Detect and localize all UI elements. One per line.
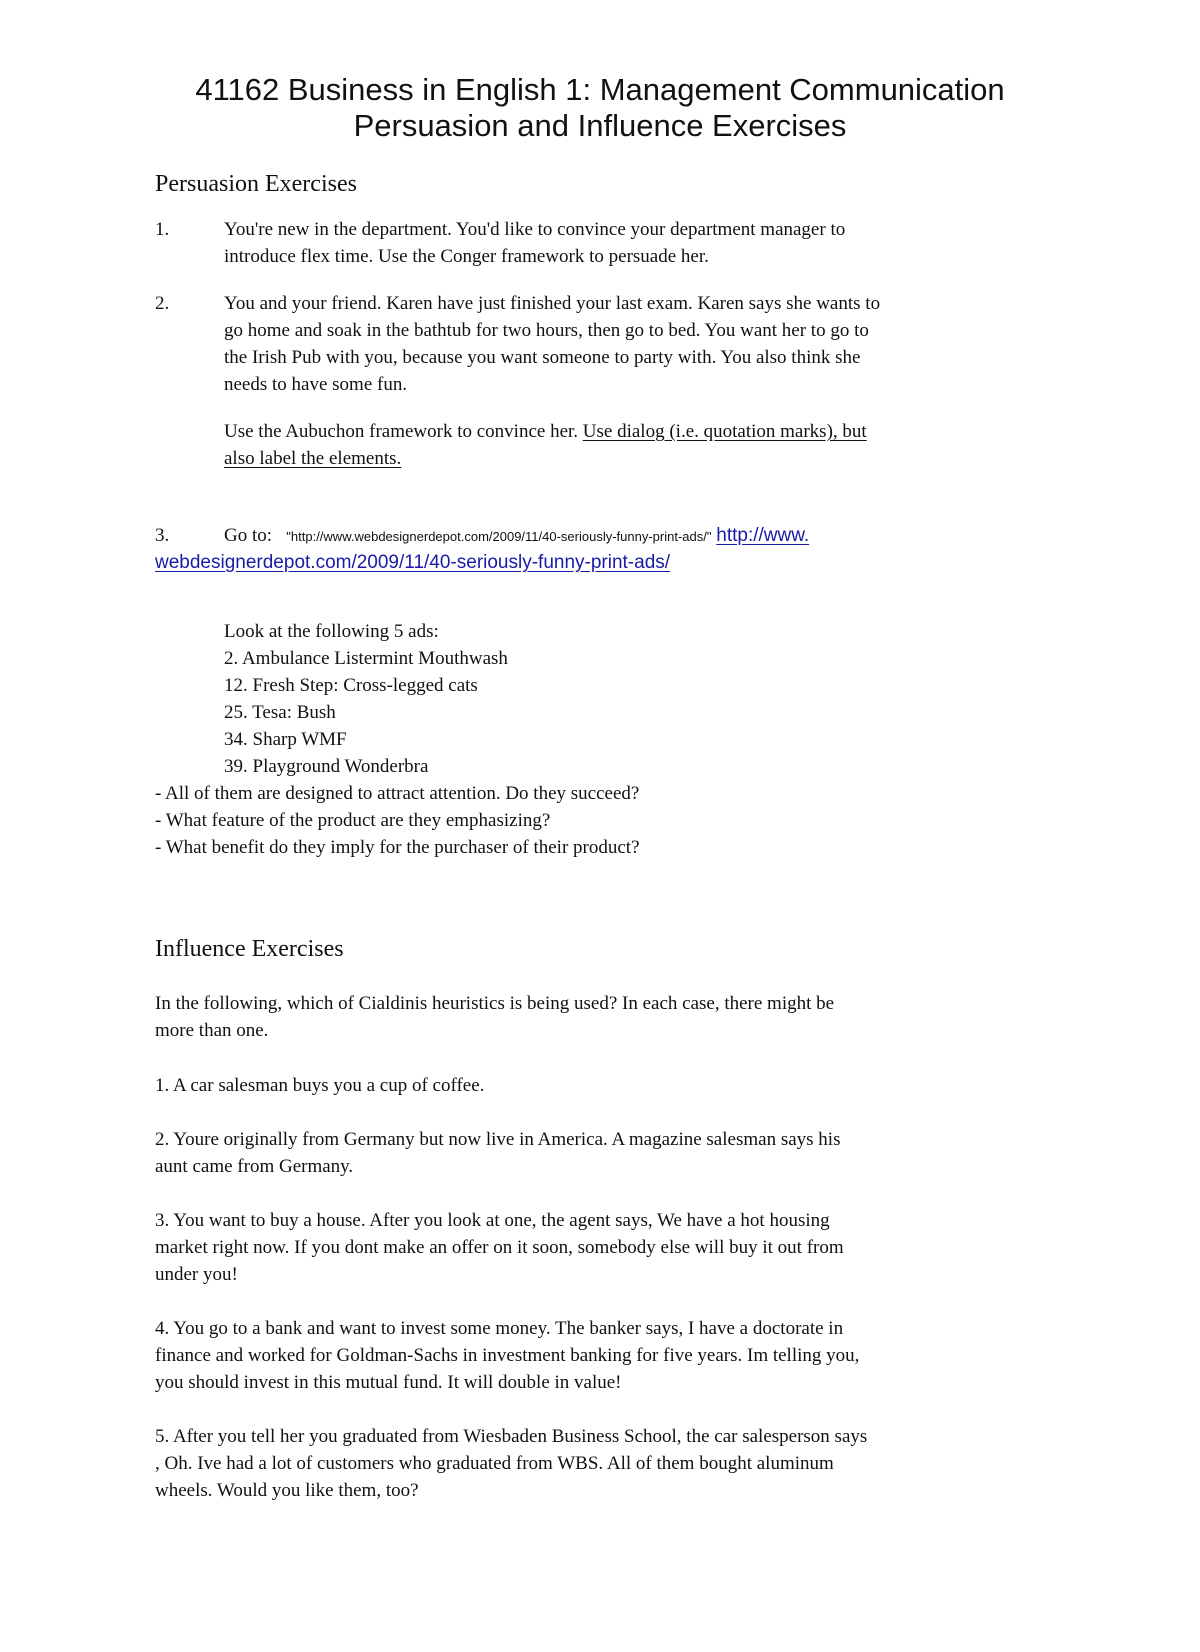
item2-line1: You and your friend. Karen have just finished your last exam. Karen says she wants to <box>224 293 881 314</box>
ad-question: - All of them are designed to attract attention. Do they succeed? <box>155 783 640 804</box>
item2-instruction-underlined: Use dialog (i.e. quotation marks), but <box>582 421 867 442</box>
item1-number: 1. <box>155 219 170 240</box>
item2-number: 2. <box>155 293 170 314</box>
item1-line2: introduce flex time. Use the Conger framework to persuade her. <box>224 246 709 267</box>
item2-line3: the Irish Pub with you, because you want someone to party with. You also think she <box>224 347 861 368</box>
influence-q4-line3: you should invest in this mutual fund. It will double in value! <box>155 1372 622 1393</box>
influence-intro-line1: In the following, which of Cialdinis heuristics is being used? In each case, there might be <box>155 993 835 1014</box>
influence-q4-line2: finance and worked for Goldman-Sachs in investment banking for five years. Im telling you, <box>155 1345 860 1366</box>
ad-item: 39. Playground Wonderbra <box>224 756 429 777</box>
ad-item: 12. Fresh Step: Cross-legged cats <box>224 675 478 696</box>
item2-instruction-line2: also label the elements. <box>224 448 402 469</box>
influence-q2-line1: 2. Youre originally from Germany but now live in America. A magazine salesman says his <box>155 1129 841 1150</box>
ad-item: 34. Sharp WMF <box>224 729 347 750</box>
item2-instruction-plain: Use the Aubuchon framework to convince her. <box>224 421 583 442</box>
influence-q3-line3: under you! <box>155 1264 238 1285</box>
item3-link-part2[interactable]: webdesignerdepot.com/2009/11/40-seriously-funny-print-ads/ <box>155 552 671 573</box>
item3-link-part1[interactable]: http://www. <box>716 525 810 546</box>
item2-instruction-line1 <box>224 418 867 445</box>
ad-item: 2. Ambulance Listermint Mouthwash <box>224 648 508 669</box>
item1-line1: You're new in the department. You'd like to convince your department manager to <box>224 219 846 240</box>
page-title-line2: Persuasion and Influence Exercises <box>353 108 847 143</box>
influence-q5-line2: , Oh. Ive had a lot of customers who graduated from WBS. All of them bought aluminum <box>155 1453 834 1474</box>
influence-q3-line1: 3. You want to buy a house. After you look at one, the agent says, We have a hot housing <box>155 1210 830 1231</box>
influence-intro-line2: more than one. <box>155 1020 269 1041</box>
influence-q2-line2: aunt came from Germany. <box>155 1156 354 1177</box>
item3-goto-line <box>224 522 809 550</box>
influence-q1: 1. A car salesman buys you a cup of coffee. <box>155 1075 485 1096</box>
item2-line2: go home and soak in the bathtub for two hours, then go to bed. You want her to go to <box>224 320 869 341</box>
influence-q5-line3: wheels. Would you like them, too? <box>155 1480 419 1501</box>
influence-q5-line1: 5. After you tell her you graduated from Wiesbaden Business School, the car salesperson says <box>155 1426 868 1447</box>
item3-goto-label: Go to: <box>224 525 273 546</box>
persuasion-heading: Persuasion Exercises <box>155 171 357 197</box>
item3-number: 3. <box>155 525 170 546</box>
ad-item: 25. Tesa: Bush <box>224 702 336 723</box>
influence-heading: Influence Exercises <box>155 936 344 962</box>
influence-q3-line2: market right now. If you dont make an offer on it soon, somebody else will buy it out from <box>155 1237 844 1258</box>
item2-line4: needs to have some fun. <box>224 374 408 395</box>
ad-question: - What benefit do they imply for the purchaser of their product? <box>155 837 640 858</box>
influence-q4-line1: 4. You go to a bank and want to invest some money. The banker says, I have a doctorate in <box>155 1318 844 1339</box>
item3-link-line2 <box>155 549 670 576</box>
item3-quoted-url: "http://www.webdesignerdepot.com/2009/11/40-seriously-funny-print-ads/" <box>286 529 712 544</box>
ads-intro: Look at the following 5 ads: <box>224 621 439 642</box>
ad-question: - What feature of the product are they emphasizing? <box>155 810 551 831</box>
page-title-line1: 41162 Business in English 1: Management Communication <box>195 72 1005 107</box>
